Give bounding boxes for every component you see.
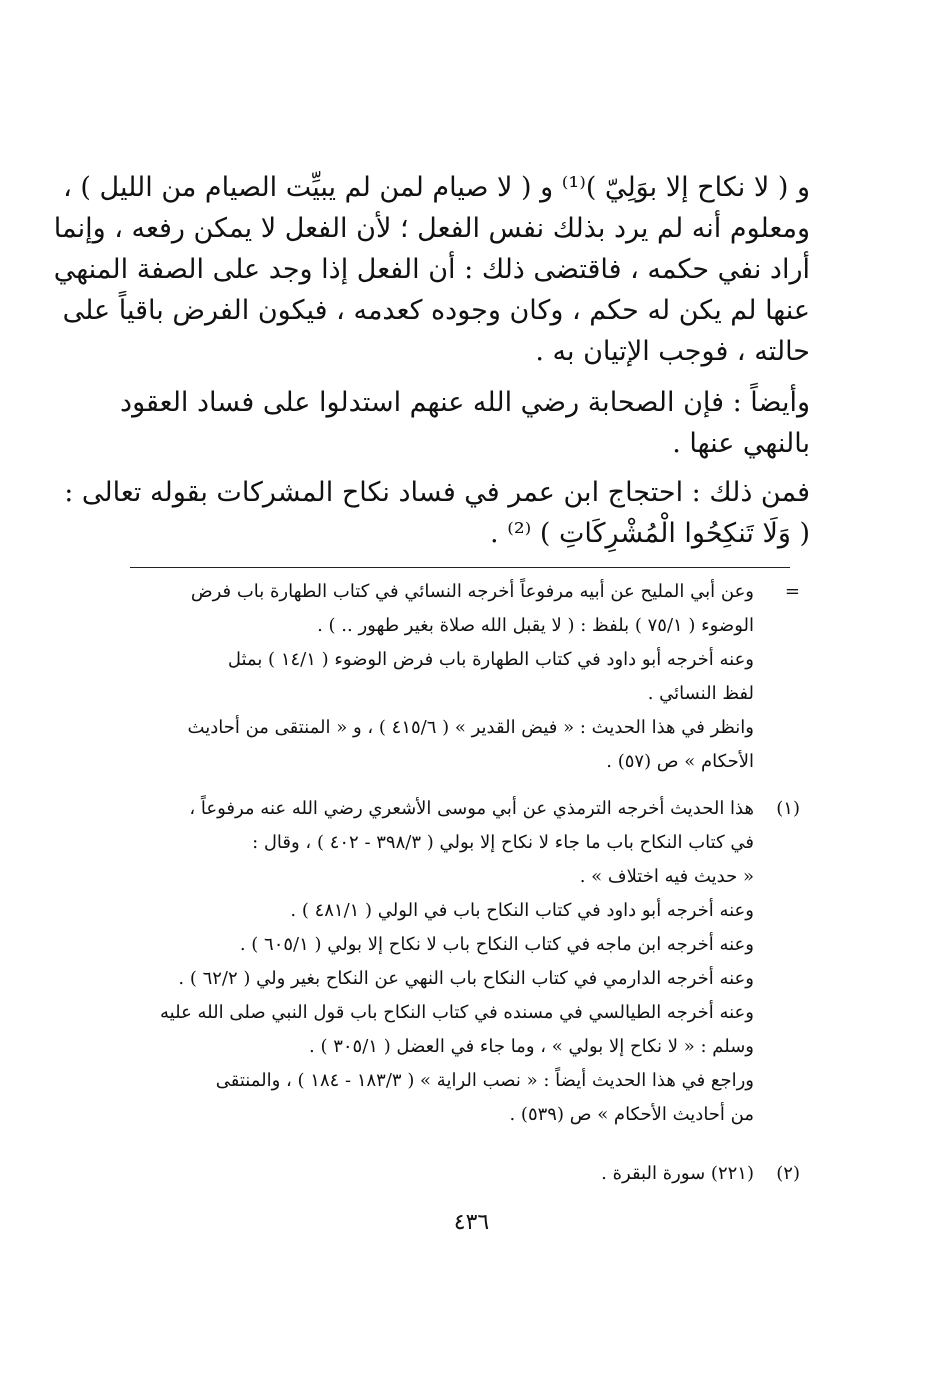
footnote-line: وعنه أخرجه أبو داود في كتاب الطهارة باب فرض الوضوء ( ١٤/١ ) بمثل	[227, 649, 754, 670]
text-line: ومعلوم أنه لم يرد بذلك نفس الفعل ؛ لأن الفعل لا يمكن رفعه ، وإنما	[53, 213, 810, 244]
footnote-line: وعنه أخرجه الطيالسي في مسنده في كتاب النكاح باب قول النبي صلى الله عليه	[160, 1002, 754, 1023]
footnote-line: لفظ النسائي .	[647, 683, 754, 704]
main-paragraph-3	[64, 472, 810, 554]
footnote-line: الأحكام » ص (٥٧) .	[606, 751, 754, 772]
page-number: ٤٣٦	[453, 1210, 490, 1235]
text-line: عنها لم يكن له حكم ، وكان وجوده كعدمه ، فيكون الفرض باقياً على	[62, 295, 810, 326]
text-line: وأيضاً : فإن الصحابة رضي الله عنهم استدلوا على فساد العقود	[120, 387, 810, 418]
footnote-marker: (١)	[776, 798, 800, 819]
footnote-divider	[130, 567, 790, 568]
text-line: بالنهي عنها .	[672, 428, 810, 459]
footnote-line: وعن أبي المليح عن أبيه مرفوعاً أخرجه النسائي في كتاب الطهارة باب فرض	[190, 581, 754, 602]
footnote-line: في كتاب النكاح باب ما جاء لا نكاح إلا بولي ( ٣٩٨/٣ - ٤٠٢ ) ، وقال :	[252, 832, 754, 853]
main-paragraph-2	[120, 382, 810, 464]
footnote-1	[130, 792, 800, 1132]
text-line: حالته ، فوجب الإتيان به .	[535, 336, 810, 367]
footnote-line: وانظر في هذا الحديث : « فيض القدير » ( ٤١٥/٦ ) ، و « المنتقى من أحاديث	[187, 717, 754, 738]
footnote-line: وسلم : « لا نكاح إلا بولي » ، وما جاء في العضل ( ٣٠٥/١ ) .	[309, 1036, 754, 1057]
footnote-line: وراجع في هذا الحديث أيضاً : « نصب الراية » ( ١٨٣/٣ - ١٨٤ ) ، والمنتقى	[215, 1070, 754, 1091]
footnote-continued	[130, 575, 800, 779]
text-line: أراد نفي حكمه ، فاقتضى ذلك : أن الفعل إذا وجد على الصفة المنهي	[53, 254, 810, 285]
text-line: و ( لا نكاح إلا بوَلِيّ )⁽¹⁾ و ( لا صيام لمن لم يبيِّت الصيام من الليل ) ،	[63, 172, 810, 203]
footnote-line: وعنه أخرجه ابن ماجه في كتاب النكاح باب لا نكاح إلا بولي ( ٦٠٥/١ ) .	[239, 934, 754, 955]
footnote-line: الوضوء ( ٧٥/١ ) بلفظ : ( لا يقبل الله صلاة بغير طهور .. ) .	[317, 615, 754, 636]
footnote-line: وعنه أخرجه أبو داود في كتاب النكاح باب في الولي ( ٤٨١/١ ) .	[290, 900, 754, 921]
footnote-line: وعنه أخرجه الدارمي في كتاب النكاح باب النهي عن النكاح بغير ولي ( ٦٢/٢ ) .	[178, 968, 754, 989]
quran-verse-line: ( وَلَا تَنكِحُوا الْمُشْرِكَاتِ ) ⁽²⁾ .	[490, 518, 810, 549]
text-line: فمن ذلك : احتجاج ابن عمر في فساد نكاح المشركات بقوله تعالى :	[64, 477, 810, 508]
footnote-marker: =	[784, 581, 800, 602]
footnote-marker: (٢)	[776, 1163, 800, 1184]
main-paragraph-1	[53, 167, 810, 372]
footnote-2	[130, 1157, 800, 1191]
footnote-line: من أحاديث الأحكام » ص (٥٣٩) .	[509, 1104, 754, 1125]
footnote-line: « حديث فيه اختلاف » .	[579, 866, 754, 887]
footnote-line: هذا الحديث أخرجه الترمذي عن أبي موسى الأشعري رضي الله عنه مرفوعاً ،	[189, 798, 754, 819]
footnote-line: (٢٢١) سورة البقرة .	[601, 1163, 754, 1184]
